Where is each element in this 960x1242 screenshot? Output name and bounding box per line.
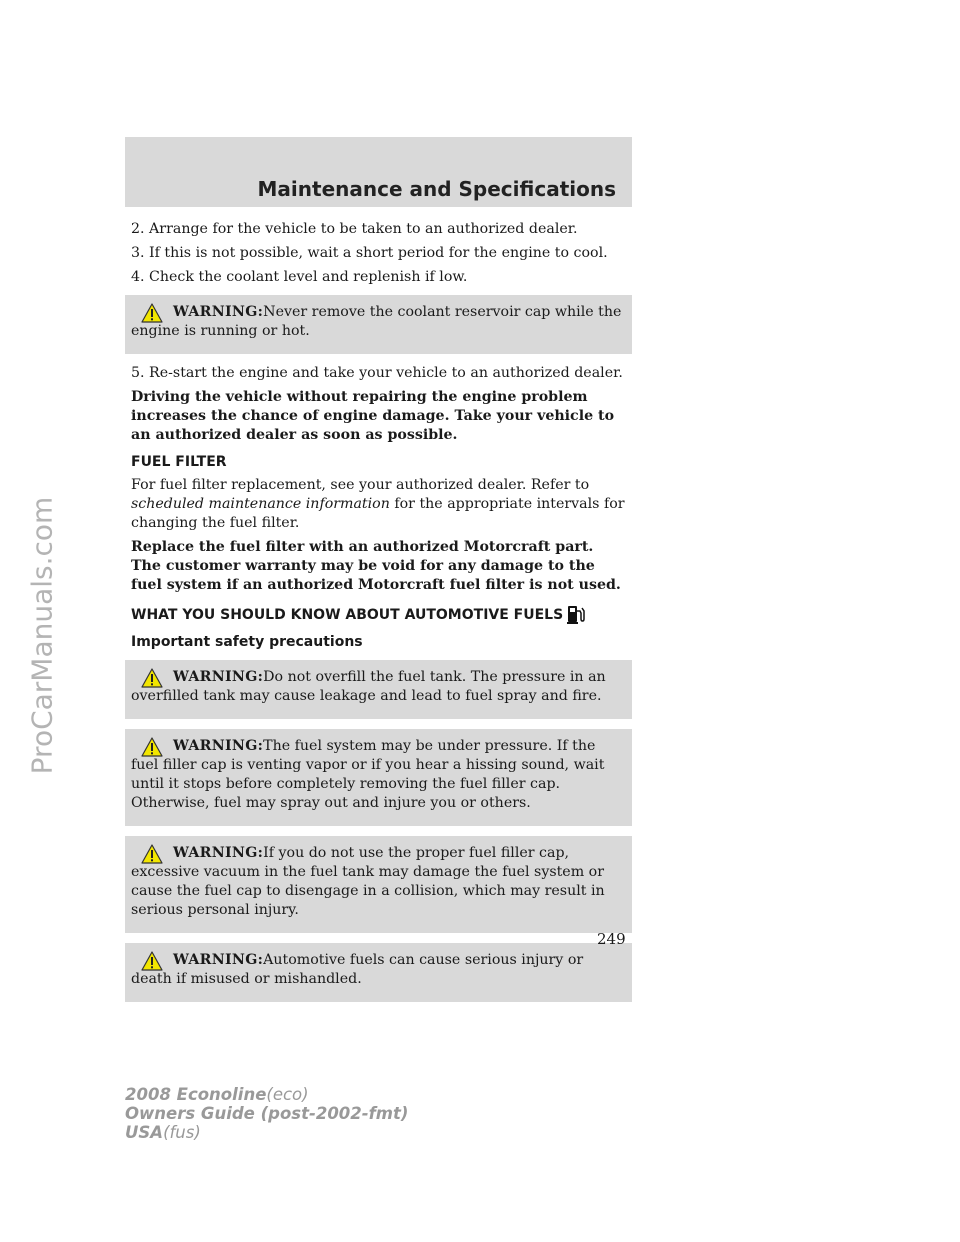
warning-label: WARNING: [173,669,264,685]
warning-box-pressure [125,729,632,826]
warning-triangle-icon [141,737,163,757]
maintenance-reference: scheduled maintenance information [131,496,390,512]
warning-triangle-icon [141,668,163,688]
footer-guide: Owners Guide (post-2002-fmt) [125,1104,409,1123]
warning-triangle-icon [141,951,163,971]
step-2: 2. Arrange for the vehicle to be taken to an authorized dealer. [131,221,578,237]
fuel-filter-heading: FUEL FILTER [131,454,227,470]
section-header [125,137,632,207]
section-title: Maintenance and Specifications [257,177,616,201]
page-number: 249 [597,930,626,948]
fuel-pump-icon [566,603,586,625]
warning-label: WARNING: [173,304,264,320]
warning-text: Do not overfill the fuel tank. The pressure in an overfilled tank may cause leakage and lead to fuel spray and fire. [131,669,606,704]
warning-triangle-icon [141,303,163,323]
warning-text: Never remove the coolant reservoir cap while the engine is running or hot. [131,304,622,339]
warning-text: Automotive fuels can cause serious injury or death if misused or mishandled. [131,952,584,987]
footer-model: 2008 Econoline [125,1085,267,1104]
footer-market-code: (fus) [163,1123,201,1142]
step-3: 3. If this is not possible, wait a short period for the engine to cool. [131,245,608,261]
step-4: 4. Check the coolant level and replenish if low. [131,269,468,285]
watermark-text: ProCarManuals.com [25,496,59,774]
fuel-filter-text: For fuel filter replacement, see your authorized dealer. Refer to scheduled maintenance information for the appropriate intervals for changing the fuel filter. [131,477,625,531]
safety-precautions-subheading: Important safety precautions [131,634,363,650]
warning-text: The fuel system may be under pressure. If the fuel filler cap is venting vapor or if you hear a hissing sound, wait until it stops before completely removing the fuel filler cap. Otherwise, fuel may spray out and injure you or others. [131,738,605,811]
warning-triangle-icon [141,844,163,864]
automotive-fuels-heading [131,603,628,625]
watermark [12,290,72,980]
motorcraft-notice: Replace the fuel filter with an authorized Motorcraft part. The customer warranty may be void for any damage to the fuel system if an authorized Motorcraft fuel filter is not used. [131,539,621,593]
warning-box-fuel-handling [125,943,632,1002]
warning-box-overfill [125,660,632,719]
engine-damage-notice: Driving the vehicle without repairing the engine problem increases the chance of engine damage. Take your vehicle to an authorized dealer as soon as possible. [131,389,615,443]
warning-label: WARNING: [173,952,264,968]
warning-box-coolant-cap [125,295,632,354]
warning-box-filler-cap [125,836,632,933]
warning-label: WARNING: [173,845,264,861]
step-5: 5. Re-start the engine and take your vehicle to an authorized dealer. [131,365,623,381]
automotive-fuels-heading-text: WHAT YOU SHOULD KNOW ABOUT AUTOMOTIVE FUELS [131,607,564,623]
page-content [131,220,628,1012]
footer-model-code: (eco) [266,1085,309,1104]
document-footer [125,1085,408,1142]
footer-market: USA [125,1123,164,1142]
warning-label: WARNING: [173,738,264,754]
warning-text: If you do not use the proper fuel filler cap, excessive vacuum in the fuel tank may damage the fuel system or cause the fuel cap to disengage in a collision, which may result in serious personal injury. [131,845,605,918]
